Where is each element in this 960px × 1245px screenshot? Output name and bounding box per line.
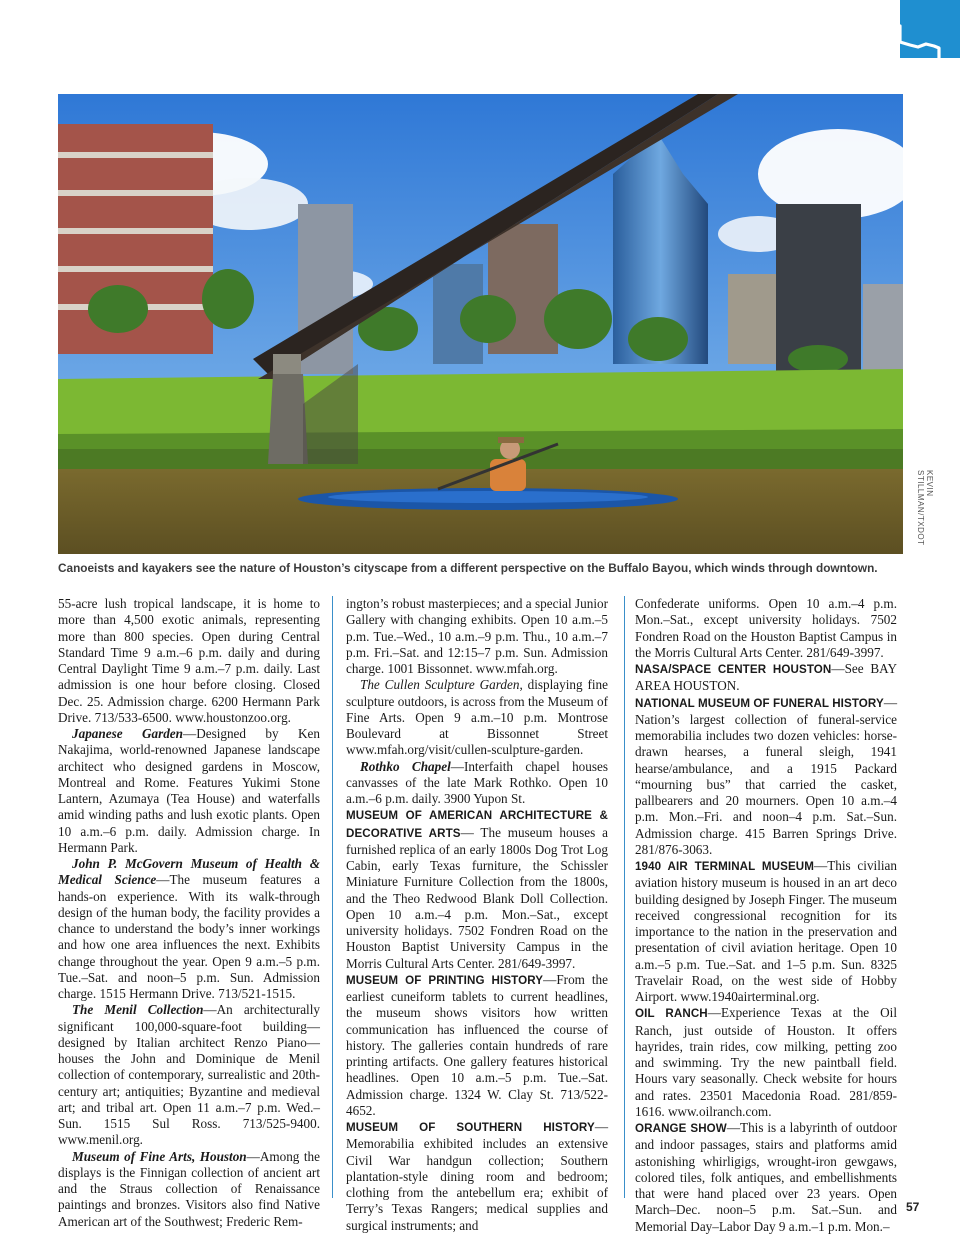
listing-orange-show [635, 1120, 897, 1235]
listing-name: MUSEUM OF SOUTHERN HISTORY [346, 1121, 595, 1134]
listing-name: NATIONAL MUSEUM OF FUNERAL HISTORY [635, 696, 884, 710]
text-column-3 [635, 596, 897, 1235]
photo-caption: Canoeists and kayakers see the nature of Houston’s cityscape from a different perspective on the Buffalo Bayou, which winds through downtown. [58, 561, 878, 575]
listing-name: The Cullen Sculpture Garden [360, 677, 520, 693]
listing-text: —Among the displays is the Finnigan collection of ancient art and the Straus collection of Renaissance paintings and bronzes. Visitors also find Native American art of the Southwest; Frederic Rem- [58, 1148, 320, 1229]
listing-text: —Nation’s largest collection of funeral-service memorabilia includes two dozen vehicles: horse-drawn hearses, a funeral sleigh, 1941 hearse/ambulance, and a 1915 Packard “mourning bus” that carried the casket, pallbearers and 20 mourners. Open 10 a.m.–4 p.m. Mon.–Fri. and noon–4 p.m. Sat.–Sun. Admission charge. 415 Barren Springs Drive. 281/876-3063. [635, 694, 897, 857]
column-divider [332, 596, 333, 1198]
listing-cullen-sculpture-garden [346, 677, 608, 758]
listing-japanese-garden [58, 726, 320, 856]
listing-funeral-history-museum [635, 695, 897, 859]
listing-name: NASA/SPACE CENTER HOUSTON [635, 663, 832, 676]
listing-name: Japanese Garden [72, 726, 183, 741]
photo-credit: KEVIN STILLMAN/TXDOT [916, 470, 934, 546]
text-column-1 [58, 596, 320, 1230]
listing-text: —Memorabilia exhibited includes an extensive Civil War handgun collection; Southern plantation-style dining room and bedroom; clothing from the antebellum era; exhibit of Terry’s Texas Rangers; medical supplies and surgical instruments; and [346, 1119, 608, 1233]
listing-oil-ranch [635, 1005, 897, 1120]
listing-text: —Experience Texas at the Oil Ranch, just outside of Houston. It offers hayrides, train rides, cow milking, petting zoo and swimming. Try the new paintball field. Hours vary seasonally. Check website for hours and rates. 23501 Macedonia Road. 281/859-1616. www.oilranch.com. [635, 1005, 897, 1119]
listing-nasa-space-center [635, 661, 897, 695]
listing-rothko-chapel [346, 759, 608, 808]
column-divider [624, 596, 625, 1198]
listing-text: —From the earliest cuneiform tablets to current headlines, the museum shows visitors how written communication has influenced the course of history. The galleries contain hundreds of rare printing artifacts. One gallery features historical headlines. Open 10 a.m.–5 p.m. Tue.–Sat. Admission charge. 1324 W. Clay St. 713/522-4652. [346, 971, 608, 1118]
listing-name: The Menil Collection [72, 1002, 204, 1018]
listing-text: —The museum features a hands-on experience. With its walk-through design of the human body, the facility provides a chance to understand the body’s inner workings and how one area influences the next. Exhibits change throughout the year. Open 9 a.m.–5 p.m. Tue.–Sat. and noon–5 p.m. Sun. Admission charge. 1515 Hermann Drive. 713/521-1515. [58, 872, 320, 1001]
listing-name: Rothko Chapel [360, 758, 451, 774]
page-number: 57 [906, 1200, 920, 1214]
listing-name: Museum of Fine Arts, Houston [72, 1148, 247, 1164]
listing-name: OIL RANCH [635, 1007, 708, 1021]
listing-text: —Designed by Ken Nakajima, world-renowned Japanese landscape architect who designed gardens in Moscow, Montreal and Rome. Features Yukimi Stone Lantern, Azumaya (Tea House) and waterfalls amid winding paths and lush exotic plants. Open 10 a.m.–6 p.m. daily. Admission charge. In Hermann Park. [58, 726, 320, 855]
listing-text: , displaying fine sculpture outdoors, is across from the Museum of Fine Arts. Open 9 a.m.–10 p.m. Montrose Boulevard at Bissonnet Street www.mfah.org/visit/cullen-sculpture-garden. [346, 677, 608, 758]
listing-text: —This is a labyrinth of outdoor and indoor passages, stairs and platforms amid astonishing whirligigs, wrought-iron gewgaws, colored tiles, folk antiques, and embellishments that were hand placed over 23 years. Open March–Dec. noon–5 p.m. Sat.–Sun. and Memorial Day–Labor Day 9 a.m.–1 p.m. Mon.– [635, 1120, 898, 1234]
listing-text: —An architecturally significant 100,000-square-foot building—designed by Italian architect Renzo Piano—houses the John and Dominique de Menil collection of contemporary, surrealistic and 20th-century art; antiquities; Byzantine and medieval art; and tribal art. Open 11 a.m.–7 p.m. Wed.–Sun. 1515 Sul Ross. 713/525-9400. www.menil.org. [58, 1002, 320, 1148]
listing-text: —Interfaith chapel houses canvasses of the late Mark Rothko. Open 10 a.m.–6 p.m. daily. 3900 Yupon St. [346, 758, 608, 806]
listing-mcgovern-museum [58, 856, 320, 1002]
listing-name: 1940 AIR TERMINAL MUSEUM [635, 860, 815, 873]
listing-printing-history-museum [346, 972, 608, 1119]
listing-american-architecture-museum [346, 807, 608, 972]
listing-text: —See BAY AREA HOUSTON. [635, 661, 897, 694]
listing-name: MUSEUM OF PRINTING HISTORY [346, 973, 544, 987]
listing-museum-fine-arts [58, 1149, 320, 1230]
listing-name: John P. McGovern Museum of Health & Medical Science [58, 856, 320, 888]
paragraph: Confederate uniforms. Open 10 a.m.–4 p.m. Mon.–Sat., except university holidays. 7502 Fondren Road on the Houston Baptist Campus in the Morris Cultural Arts Center. 281/649-3997. [635, 596, 897, 660]
listing-name: MUSEUM OF AMERICAN ARCHITECTURE & DECORATIVE ARTS [346, 809, 608, 840]
listing-air-terminal-museum [635, 858, 897, 1005]
texas-state-outline-icon [866, 8, 948, 90]
bayou-skyline-photo [58, 94, 903, 554]
listing-southern-history-museum [346, 1119, 608, 1234]
listing-name: ORANGE SHOW [635, 1122, 727, 1135]
text-column-2 [346, 596, 608, 1234]
paragraph: ington’s robust masterpieces; and a special Junior Gallery with changing exhibits. Open 10 a.m.–5 p.m. Tue.–Wed., 10 a.m.–9 p.m. Thu., 10 a.m.–7 p.m. Fri.–Sat. and 12:15–7 p.m. Sun. Admission charge. 1001 Bissonnet. www.mfah.org. [346, 596, 608, 676]
listing-text: —This civilian aviation history museum is housed in an art deco building designed by Joseph Finger. The museum received congressional recognition for its importance to the nation in the preservation and presentation of civil aviation heritage. Open 10 a.m.–5 p.m. Tue.–Sat. and 1–5 p.m. Sun. 8325 Travelair Road, on the west side of Hobby Airport. www.1940airterminal.org. [635, 858, 897, 1004]
listing-text: — The museum houses a furnished replica of an early 1800s Dog Trot Log Cabin, early Texas furniture, the Schissler Miniature Furniture Collection from the 1800s, and the Theo Redwood Blank Doll Collection. Open 10 a.m.–4 p.m. Mon.–Sat., except university holidays. 7502 Fondren Road on the Houston Baptist University Campus in the Morris Cultural Arts Center. 281/649-3997. [346, 824, 608, 971]
paragraph: 55-acre lush tropical landscape, it is home to more than 4,500 exotic animals, representing more than 800 species. Open during Central Standard Time 9 a.m.–6 p.m. daily and during Central Daylight Time 9 a.m.–7 p.m. daily. Last admission is one hour before closing. Closed Dec. 25. Admission charge. 6200 Hermann Park Drive. 713/533-6500. www.houstonzoo.org. [58, 596, 320, 725]
listing-menil-collection [58, 1002, 320, 1148]
